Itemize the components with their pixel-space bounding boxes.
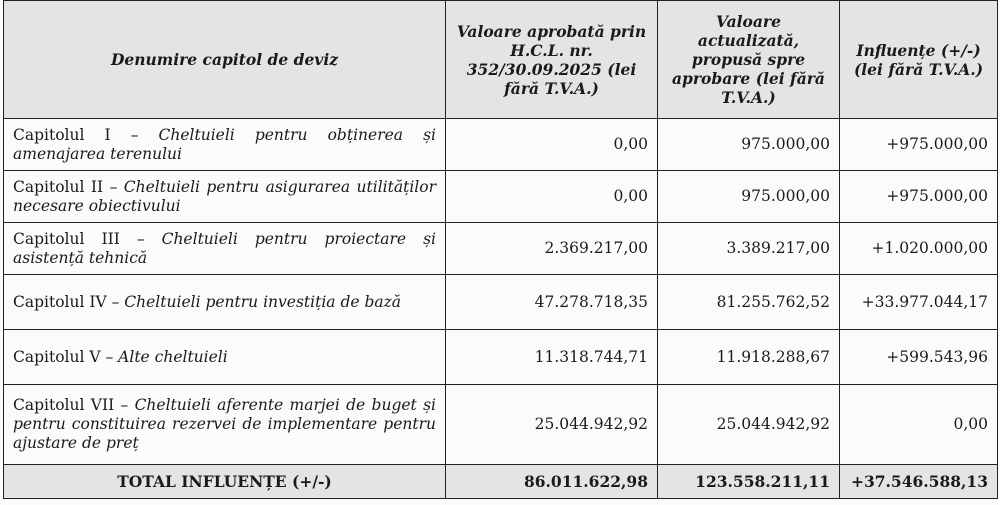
influence-value: +975.000,00 [840, 119, 998, 171]
chapter-number: Capitolul IV – [13, 292, 125, 311]
chapter-description: Cheltuieli pentru proiectare și asistență tehnică [13, 229, 436, 267]
table-row [4, 275, 998, 330]
chapter-name [4, 119, 446, 171]
header-chapter-name: Denumire capitol de deviz [4, 1, 446, 119]
updated-value: 975.000,00 [658, 119, 840, 171]
total-row [4, 465, 998, 499]
influence-value: +599.543,96 [840, 330, 998, 385]
total-influence-value: +37.546.588,13 [840, 465, 998, 499]
influence-value: 0,00 [840, 385, 998, 465]
total-updated-value: 123.558.211,11 [658, 465, 840, 499]
budget-chapters-table [3, 0, 998, 499]
updated-value: 81.255.762,52 [658, 275, 840, 330]
influence-value: +1.020.000,00 [840, 223, 998, 275]
header-updated-value: Valoare actualizată, propusă spre aprobare (lei fără T.V.A.) [658, 1, 840, 119]
chapter-description: Cheltuieli pentru asigurarea utilităților necesare obiectivului [13, 177, 436, 215]
table-row [4, 223, 998, 275]
influence-value: +33.977.044,17 [840, 275, 998, 330]
chapter-name [4, 171, 446, 223]
chapter-number: Capitolul VII – [13, 396, 135, 414]
table-row [4, 385, 998, 465]
approved-value: 11.318.744,71 [446, 330, 658, 385]
chapter-number: Capitolul V – [13, 347, 119, 366]
table-row [4, 171, 998, 223]
chapter-name [4, 275, 446, 330]
header-row [4, 1, 998, 119]
approved-value: 2.369.217,00 [446, 223, 658, 275]
chapter-name [4, 330, 446, 385]
updated-value: 25.044.942,92 [658, 385, 840, 465]
chapter-name [4, 223, 446, 275]
chapter-description: Cheltuieli pentru obținerea și amenajarea terenului [13, 125, 436, 163]
chapter-description: Cheltuieli pentru investiția de bază [124, 292, 402, 311]
table-row [4, 330, 998, 385]
total-approved-value: 86.011.622,98 [446, 465, 658, 499]
approved-value: 25.044.942,92 [446, 385, 658, 465]
approved-value: 0,00 [446, 171, 658, 223]
updated-value: 3.389.217,00 [658, 223, 840, 275]
header-approved-value: Valoare aprobată prin H.C.L. nr. 352/30.09.2025 (lei fără T.V.A.) [446, 1, 658, 119]
influence-value: +975.000,00 [840, 171, 998, 223]
chapter-name [4, 385, 446, 465]
budget-table-container [3, 0, 998, 499]
approved-value: 0,00 [446, 119, 658, 171]
header-influence: Influențe (+/-) (lei fără T.V.A.) [840, 1, 998, 119]
chapter-number: Capitolul I – [13, 125, 159, 144]
chapter-description: Alte cheltuieli [118, 347, 228, 366]
approved-value: 47.278.718,35 [446, 275, 658, 330]
updated-value: 975.000,00 [658, 171, 840, 223]
total-label: TOTAL INFLUENȚE (+/-) [4, 465, 446, 499]
updated-value: 11.918.288,67 [658, 330, 840, 385]
table-row [4, 119, 998, 171]
chapter-number: Capitolul III – [13, 229, 162, 248]
chapter-description: Cheltuieli aferente marjei de buget și pentru constituirea rezervei de implementare pentru ajustare de preț [13, 396, 436, 452]
chapter-number: Capitolul II – [13, 177, 124, 196]
